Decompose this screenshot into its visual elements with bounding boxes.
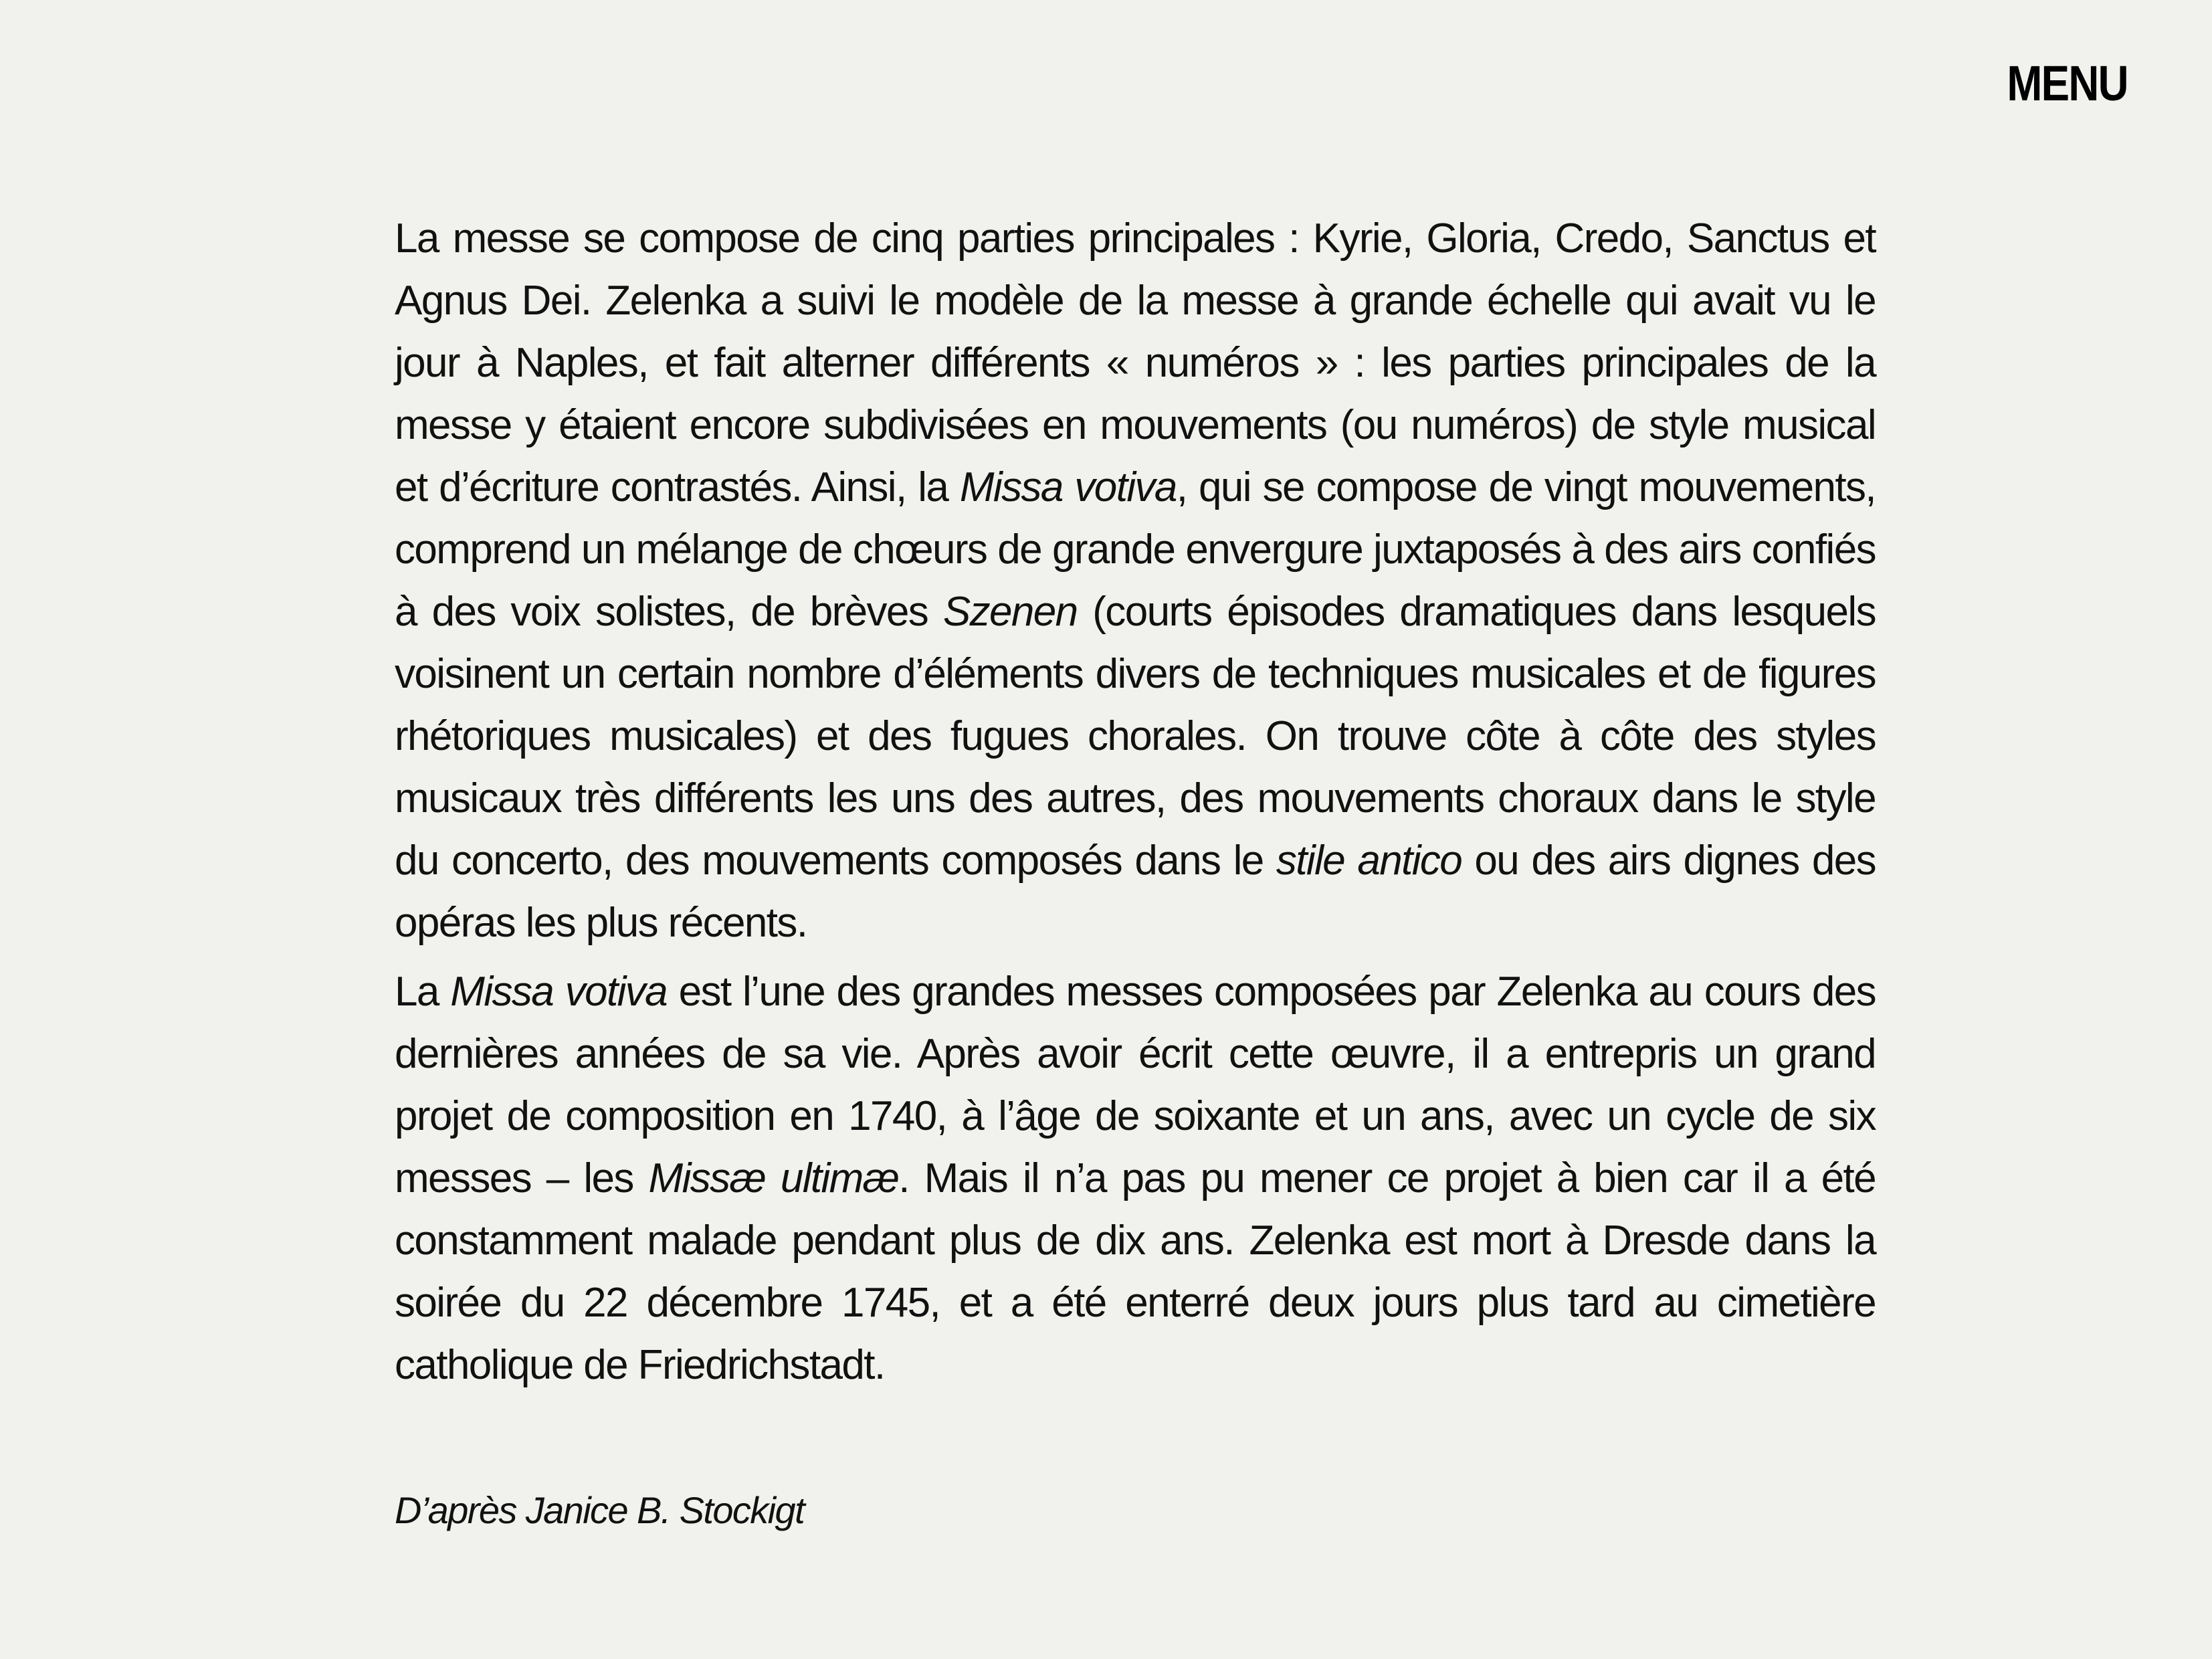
paragraph-1-text-2: , qui se compose de vingt mouvements, comprend un mélange de chœurs de grande envergure juxtaposés à des airs confiés à des voix solistes, de brèves [395, 464, 1876, 635]
paragraph-1-italic-2: Szenen [942, 589, 1078, 635]
paragraph-1-text-3: (courts épisodes dramatiques dans lesquels voisinent un certain nombre d’éléments divers de techniques musicales et de figures rhétoriques musicales) et des fugues chorales. On trouve côte à côte des styles musicaux très différents les uns des autres, des mouvements choraux dans le style du concerto, des mouvements composés dans le [395, 589, 1876, 884]
article-body [395, 207, 1876, 1403]
paragraph-1-italic-1: Missa votiva [959, 464, 1177, 510]
paragraph-1-italic-3: stile antico [1276, 838, 1462, 884]
paragraph-2-text-1: La [395, 969, 451, 1015]
paragraph-2-italic-2: Missæ ultimæ [648, 1155, 899, 1201]
paragraph-2-text-3: . Mais il n’a pas pu mener ce projet à bien car il a été constamment malade pendant plus de dix ans. Zelenka est mort à Dresde dans la soirée du 22 décembre 1745, et a été enterré deux jours plus tard au cimetière catholique de Friedrichstadt. [395, 1155, 1876, 1388]
paragraph-1-text-4: ou des airs dignes des opéras les plus récents. [395, 838, 1876, 946]
author-credit: D’après Janice B. Stockigt [395, 1489, 805, 1531]
paragraph-1 [395, 207, 1876, 954]
menu-button[interactable]: MENU [2007, 56, 2128, 111]
paragraph-2-text-2: est l’une des grandes messes composées par Zelenka au cours des dernières années de sa vie. Après avoir écrit cette œuvre, il a entrepris un grand projet de composition en 1740, à l’âge de soixante et un ans, avec un cycle de six messes – les [395, 969, 1876, 1201]
paragraph-1-text-1: La messe se compose de cinq parties principales : Kyrie, Gloria, Credo, Sanctus et Agnus Dei. Zelenka a suivi le modèle de la messe à grande échelle qui avait vu le jour à Naples, et fait alterner différents « numéros » : les parties principales de la messe y étaient encore subdivisées en mouvements (ou numéros) de style musical et d’écriture contrastés. Ainsi, la [395, 215, 1876, 510]
paragraph-2 [395, 961, 1876, 1396]
paragraph-2-italic-1: Missa votiva [450, 969, 668, 1015]
